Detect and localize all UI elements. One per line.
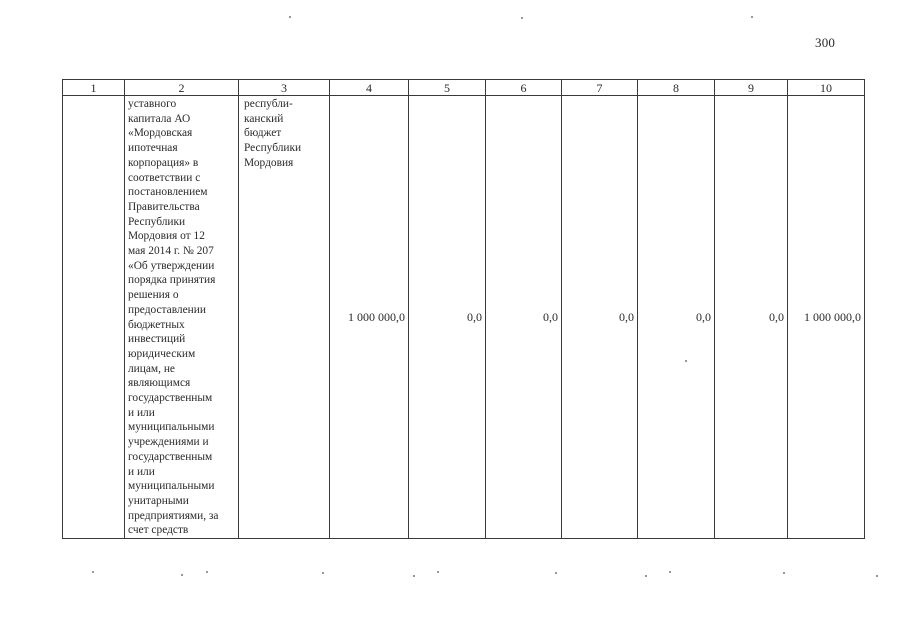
budget-table: [62, 79, 865, 539]
budget-source-cell: [239, 96, 330, 539]
row-number-cell: [63, 96, 125, 539]
description-line: соответствии с: [128, 171, 201, 184]
amount-cell: 0,0: [409, 96, 486, 539]
amount-cell: 1 000 000,0: [788, 96, 865, 539]
column-header: 6: [486, 80, 562, 96]
scan-speck: [437, 571, 439, 573]
column-header: 10: [788, 80, 865, 96]
budget-line: Мордовия: [244, 156, 294, 169]
description-line: счет средств: [128, 524, 189, 537]
description-line: и или: [128, 465, 155, 478]
scan-speck: [206, 571, 208, 573]
page-number: 300: [815, 35, 836, 50]
description-line: муниципальными: [128, 421, 215, 434]
description-line: государственным: [128, 392, 213, 405]
description-line: унитарными: [128, 494, 189, 507]
description-line: решения о: [128, 289, 179, 302]
description-line: уставного: [128, 98, 177, 110]
budget-line: Республики: [244, 142, 302, 155]
scan-speck: [685, 360, 687, 362]
column-header: 9: [715, 80, 788, 96]
description-line: являющимся: [128, 377, 191, 390]
budget-line: республи-: [244, 98, 293, 110]
column-header: 2: [125, 80, 239, 96]
amount-cell: 0,0: [562, 96, 638, 539]
description-line: инвестиций: [128, 333, 186, 346]
description-line: Республики: [128, 215, 186, 228]
amount-cell: 0,0: [486, 96, 562, 539]
description-line: Правительства: [128, 200, 200, 213]
scan-speck: [413, 575, 415, 577]
description-line: муниципальными: [128, 480, 215, 493]
table-header-row: [63, 80, 865, 96]
column-header: 5: [409, 80, 486, 96]
description-line: юридическим: [128, 347, 196, 360]
scan-speck: [92, 571, 94, 573]
description-line: ипотечная: [128, 142, 178, 155]
amount-cell: 1 000 000,0: [330, 96, 409, 539]
scan-speck: [876, 575, 878, 577]
scan-speck: [181, 574, 183, 576]
description-line: Мордовия от 12: [128, 230, 205, 243]
description-line: учреждениями и: [128, 436, 209, 449]
scan-speck: [555, 572, 557, 574]
description-line: и или: [128, 406, 155, 419]
scan-speck: [645, 575, 647, 577]
description-line: предоставлении: [128, 303, 206, 316]
description-line: «Мордовская: [128, 127, 193, 140]
budget-line: канский: [244, 112, 284, 125]
scan-speck: [783, 572, 785, 574]
table-row: [63, 96, 865, 539]
scan-speck: [521, 17, 523, 19]
description-line: мая 2014 г. № 207: [128, 245, 214, 258]
scan-speck: [669, 571, 671, 573]
description-line: бюджетных: [128, 318, 185, 331]
description-line: постановлением: [128, 186, 208, 199]
description-line: лицам, не: [128, 362, 175, 375]
scan-speck: [289, 16, 291, 18]
description-line: предприятиями, за: [128, 509, 219, 522]
column-header: 8: [638, 80, 715, 96]
budget-line: бюджет: [244, 127, 282, 140]
column-header: 7: [562, 80, 638, 96]
description-line: корпорация» в: [128, 156, 199, 169]
amount-cell: 0,0: [638, 96, 715, 539]
description-line: государственным: [128, 450, 213, 463]
description-cell: [125, 96, 239, 539]
column-header: 1: [63, 80, 125, 96]
description-line: капитала АО: [128, 112, 191, 125]
column-header: 4: [330, 80, 409, 96]
column-header: 3: [239, 80, 330, 96]
description-line: порядка принятия: [128, 274, 216, 287]
scan-speck: [322, 572, 324, 574]
description-line: «Об утверждении: [128, 259, 215, 272]
scan-speck: [751, 16, 753, 18]
amount-cell: 0,0: [715, 96, 788, 539]
